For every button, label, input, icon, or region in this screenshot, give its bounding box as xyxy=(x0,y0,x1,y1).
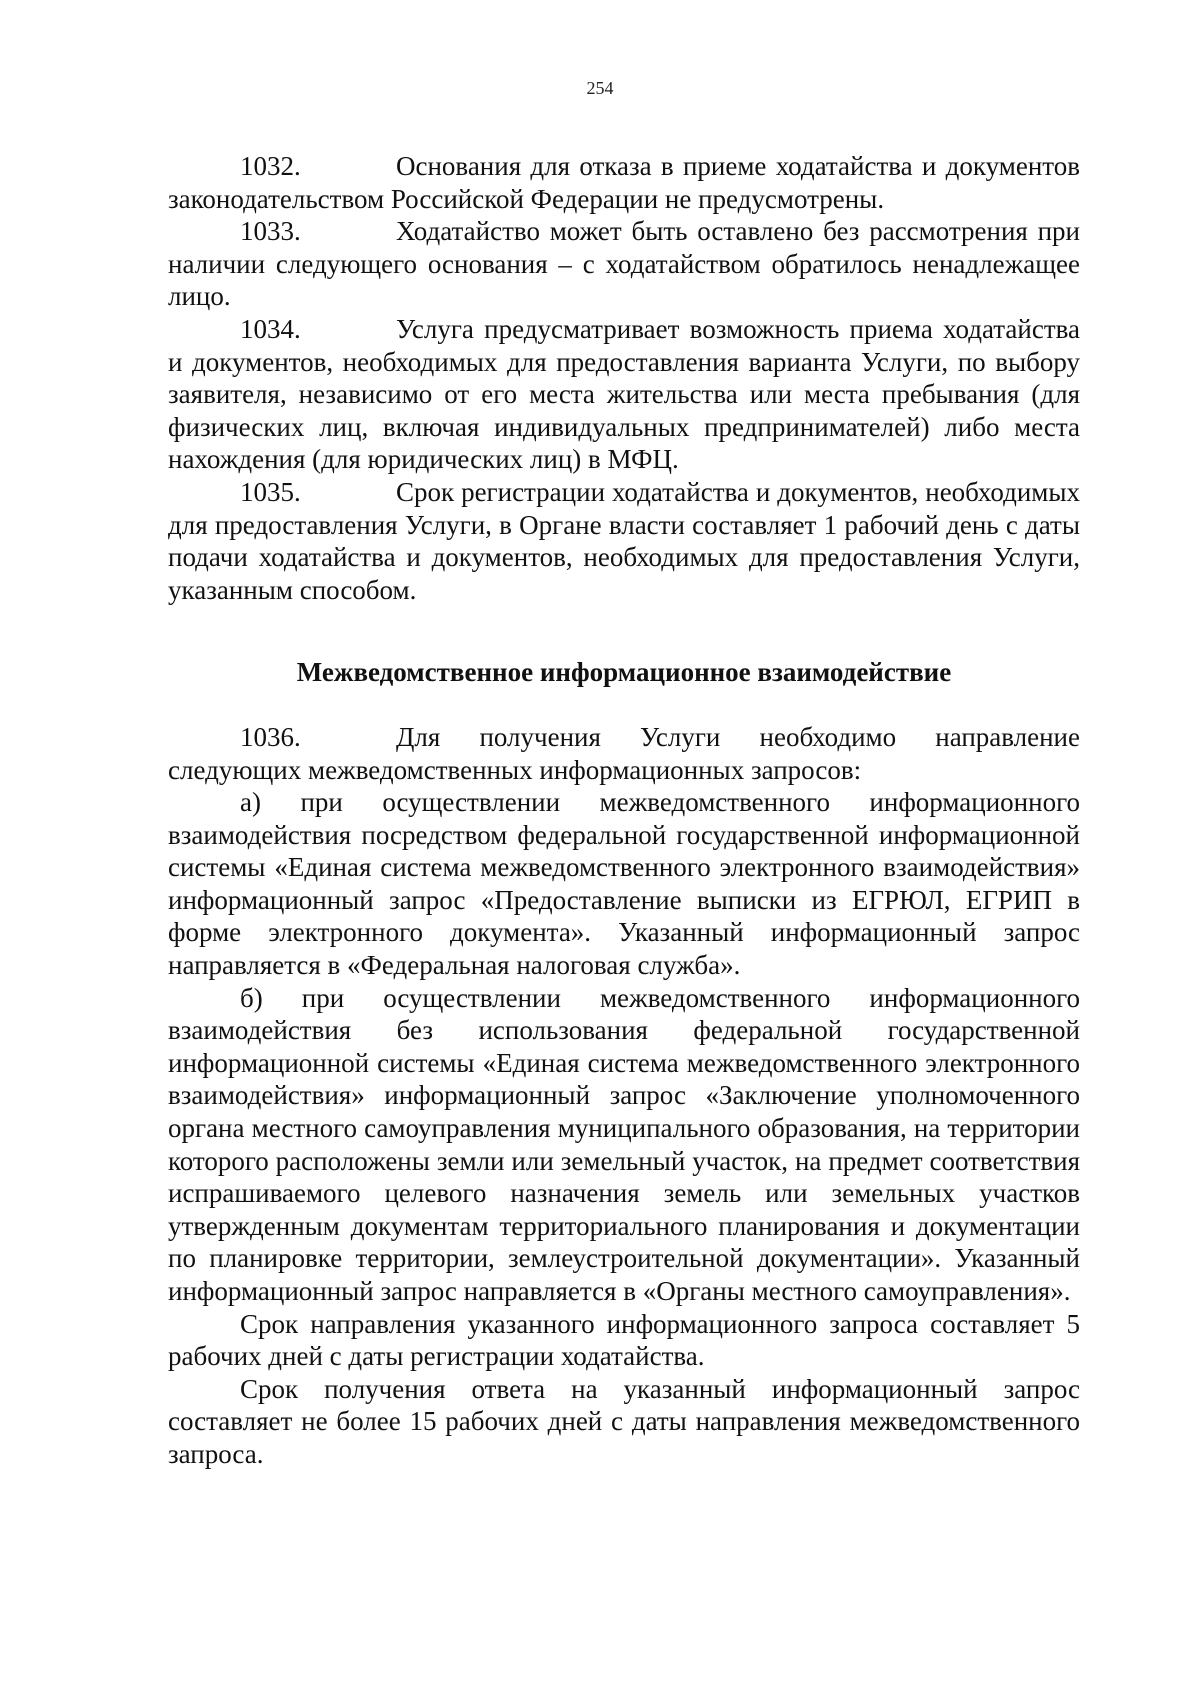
paragraph-response-term: Срок получения ответа на указанный информационный запрос составляет не более 15 рабочих дней с даты направления межведомственного запроса. xyxy=(168,1373,1080,1469)
document-body xyxy=(168,150,1080,1471)
paragraph-1034 xyxy=(168,313,1080,476)
paragraph-1035 xyxy=(168,476,1080,606)
paragraph-text: Услуга предусматривает возможность приема ходатайства и документов, необходимых для предоставления варианта Услуги, по выбору заявителя, независимо от его места жительства или места пребывания (для физических лиц, включая индивидуальных предпринимателей) либо места нахождения (для юридических лиц) в МФЦ. xyxy=(168,313,1080,475)
paragraph-number: 1034. xyxy=(240,313,301,344)
paragraph-number: 1035. xyxy=(240,476,301,507)
paragraph-number: 1033. xyxy=(240,216,301,247)
paragraph-item-b: б) при осуществлении межведомственного информационного взаимодействия без использования федеральной государственной информационной системы «Единая система межведомственного электронного взаимодействия» информационный запрос «Заключение уполномоченного органа местного самоуправления муниципального образования, на территории которого расположены земли или земельный участок, на предмет соответствия испрашиваемого целевого назначения земель или земельных участков утвержденным документам территориального планирования и документации по планировке территории, землеустроительной документации». Указанный информационный запрос направляется в «Органы местного самоуправления». xyxy=(168,982,1080,1306)
paragraph-1036 xyxy=(168,721,1080,786)
paragraph-1033 xyxy=(168,215,1080,313)
page-number: 254 xyxy=(586,78,614,98)
paragraph-item-a: а) при осуществлении межведомственного информационного взаимодействия посредством федеральной государственной информационной системы «Единая система межведомственного электронного взаимодействия» информационный запрос «Предоставление выписки из ЕГРЮЛ, ЕГРИП в форме электронного документа». Указанный информационный запрос направляется в «Федеральная налоговая служба». xyxy=(168,787,1080,981)
paragraph-text: Основания для отказа в приеме ходатайства и документов законодательством Российской Федерации не предусмотрены. xyxy=(168,151,1080,214)
paragraph-text: Для получения Услуги необходимо направление следующих межведомственных информационных запросов: xyxy=(168,721,1080,785)
section-heading: Межведомственное информационное взаимодействие xyxy=(296,657,952,688)
paragraph-text: Ходатайство может быть оставлено без рассмотрения при наличии следующего основания – с ходатайством обратилось ненадлежащее лицо. xyxy=(168,216,1080,312)
paragraph-number: 1032. xyxy=(240,151,301,181)
paragraph-text: Срок регистрации ходатайства и документов, необходимых для предоставления Услуги, в Органе власти составляет 1 рабочий день с даты подачи ходатайства и документов, необходимых для предоставления Услуги, указанным способом. xyxy=(168,476,1080,605)
paragraph-number: 1036. xyxy=(240,721,301,752)
paragraph-1032 xyxy=(168,150,1080,215)
paragraph-request-term: Срок направления указанного информационного запроса составляет 5 рабочих дней с даты регистрации ходатайства. xyxy=(168,1308,1080,1372)
